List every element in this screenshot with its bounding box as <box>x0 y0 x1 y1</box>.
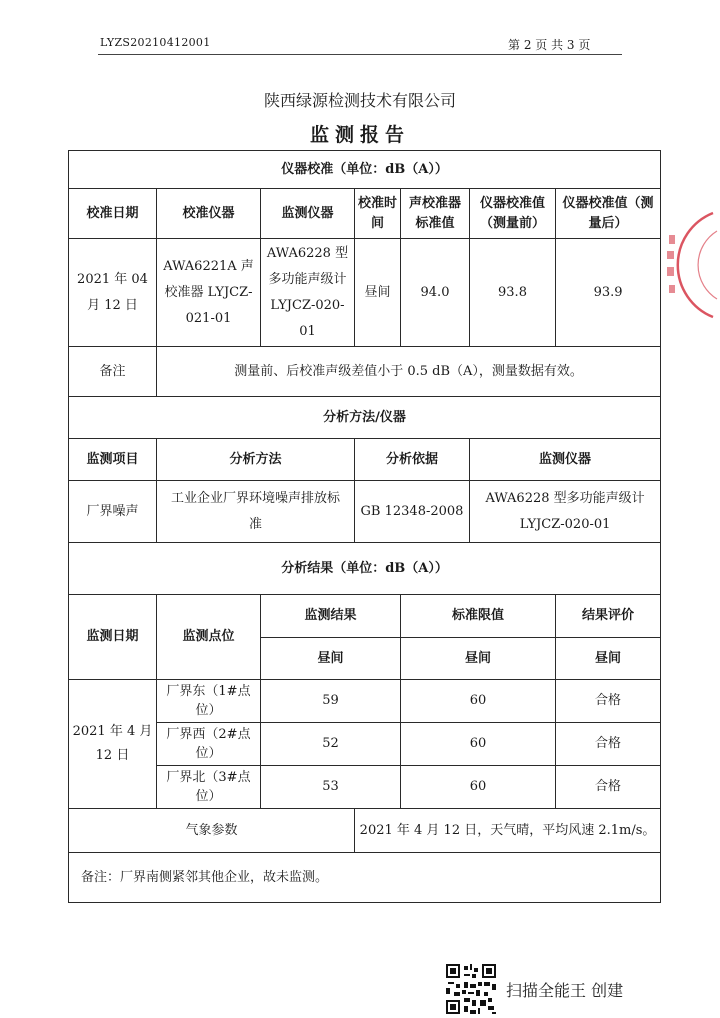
company-name: 陕西绿源检测技术有限公司 <box>263 91 456 110</box>
result-value: 59 <box>261 680 401 723</box>
page-number: 第 2 页 共 3 页 <box>508 38 591 52</box>
result-value: 53 <box>261 766 401 809</box>
cal-after: 93.9 <box>556 239 661 347</box>
method-method: 工业企业厂界环境噪声排放标准 <box>157 481 355 543</box>
cal-std-value: 94.0 <box>401 239 470 347</box>
table-row <box>69 723 661 766</box>
report-title: 监测报告 <box>309 124 410 146</box>
seal-stamp <box>655 205 720 325</box>
cal-calibrator: AWA6221A 声校准器 LYJCZ-021-01 <box>157 239 261 347</box>
cal-header-after: 仪器校准值（测量后） <box>556 189 661 239</box>
result-limit: 60 <box>401 766 556 809</box>
cal-header-time: 校准时间 <box>355 189 401 239</box>
cal-header-date: 校准日期 <box>69 189 157 239</box>
result-eval: 合格 <box>556 723 661 766</box>
cal-date: 2021 年 04 月 12 日 <box>69 239 157 347</box>
cal-note: 测量前、后校准声级差值小于 0.5 dB（A），测量数据有效。 <box>157 347 661 397</box>
results-header-limit: 标准限值 <box>401 595 556 638</box>
results-header-result: 监测结果 <box>261 595 401 638</box>
header-divider <box>98 54 622 55</box>
result-eval: 合格 <box>556 680 661 723</box>
results-header-eval: 结果评价 <box>556 595 661 638</box>
results-footnote: 备注：厂界南侧紧邻其他企业，故未监测。 <box>69 853 661 903</box>
cal-header-std-value: 声校准器标准值 <box>401 189 470 239</box>
cal-before: 93.8 <box>470 239 556 347</box>
cal-instrument: AWA6228 型多功能声级计 LYJCZ-020-01 <box>261 239 355 347</box>
result-eval: 合格 <box>556 766 661 809</box>
results-header-date: 监测日期 <box>69 595 157 680</box>
result-point: 厂界北（3#点位） <box>157 766 261 809</box>
table-row <box>69 766 661 809</box>
cal-header-instrument: 监测仪器 <box>261 189 355 239</box>
cal-time: 昼间 <box>355 239 401 347</box>
cal-header-before: 仪器校准值（测量前） <box>470 189 556 239</box>
weather-value: 2021 年 4 月 12 日，天气晴，平均风速 2.1m/s。 <box>355 809 661 853</box>
report-table <box>68 150 661 903</box>
results-subheader-day-limit: 昼间 <box>401 638 556 680</box>
results-date: 2021 年 4 月 12 日 <box>69 680 157 809</box>
result-point: 厂界西（2#点位） <box>157 723 261 766</box>
method-instrument: AWA6228 型多功能声级计 LYJCZ-020-01 <box>470 481 661 543</box>
qr-code-icon <box>446 964 496 1014</box>
method-item: 厂界噪声 <box>69 481 157 543</box>
result-limit: 60 <box>401 680 556 723</box>
table-row <box>69 680 661 723</box>
method-header-instrument: 监测仪器 <box>470 439 661 481</box>
method-section-title: 分析方法/仪器 <box>69 397 661 439</box>
cal-note-label: 备注 <box>69 347 157 397</box>
method-header-basis: 分析依据 <box>355 439 470 481</box>
result-point: 厂界东（1#点位） <box>157 680 261 723</box>
result-limit: 60 <box>401 723 556 766</box>
scanner-watermark: 扫描全能王 创建 <box>506 981 624 1000</box>
method-header-item: 监测项目 <box>69 439 157 481</box>
method-header-method: 分析方法 <box>157 439 355 481</box>
method-basis: GB 12348-2008 <box>355 481 470 543</box>
results-subheader-day: 昼间 <box>261 638 401 680</box>
calibration-section-title: 仪器校准（单位：dB（A）） <box>69 151 661 189</box>
results-section-title: 分析结果（单位：dB（A）） <box>69 543 661 595</box>
result-value: 52 <box>261 723 401 766</box>
cal-header-calibrator: 校准仪器 <box>157 189 261 239</box>
results-subheader-day-eval: 昼间 <box>556 638 661 680</box>
document-id: LYZS20210412001 <box>100 36 211 49</box>
results-header-point: 监测点位 <box>157 595 261 680</box>
weather-label: 气象参数 <box>69 809 355 853</box>
